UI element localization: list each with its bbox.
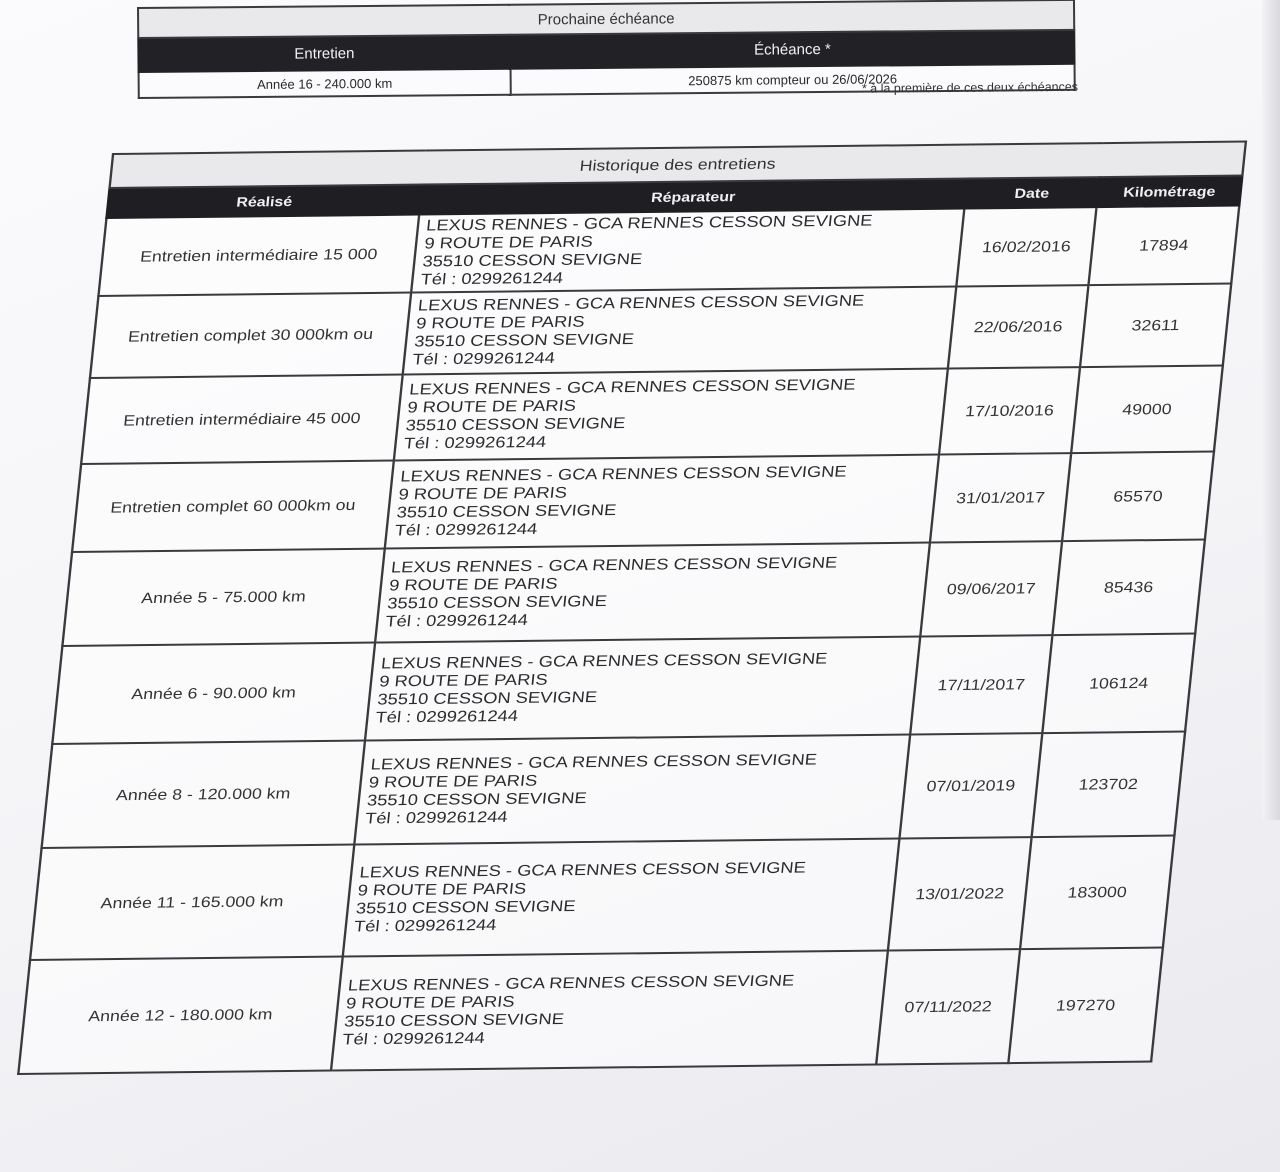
garage-phone: Tél : 0299261244 (374, 707, 519, 727)
garage-address: 9 ROUTE DE PARIS (388, 575, 559, 595)
garage-city: 35510 CESSON SEVIGNE (386, 593, 608, 613)
garage-name: LEXUS RENNES - GCA RENNES CESSON SEVIGNE (358, 859, 807, 882)
row-service: Entretien complet 60 000km ou (72, 461, 394, 552)
garage-city: 35510 CESSON SEVIGNE (404, 415, 627, 435)
table-row (18, 948, 1163, 1074)
row-mileage: 85436 (1052, 540, 1204, 636)
garage-address: 9 ROUTE DE PARIS (368, 772, 539, 792)
garage-name: LEXUS RENNES - GCA RENNES CESSON SEVIGNE (417, 292, 866, 315)
row-mileage: 106124 (1042, 634, 1195, 734)
garage-name: LEXUS RENNES - GCA RENNES CESSON SEVIGNE (369, 751, 818, 774)
garage-city: 35510 CESSON SEVIGNE (421, 251, 644, 271)
table-row (81, 366, 1223, 464)
garage-phone: Tél : 0299261244 (364, 808, 509, 828)
row-service: Année 11 - 165.000 km (30, 845, 354, 960)
row-garage (365, 637, 920, 741)
row-date: 22/06/2016 (948, 285, 1089, 368)
row-mileage: 123702 (1032, 732, 1185, 838)
garage-name: LEXUS RENNES - GCA RENNES CESSON SEVIGNE (399, 463, 848, 486)
history-section (17, 140, 1247, 1075)
garage-city: 35510 CESSON SEVIGNE (366, 790, 588, 810)
table-row (52, 634, 1195, 744)
row-garage (385, 455, 939, 549)
table-row (42, 732, 1186, 848)
row-service: Entretien intermédiaire 15 000 (98, 215, 419, 296)
garage-address: 9 ROUTE DE PARIS (397, 484, 568, 504)
next-due-service: Année 16 - 240.000 km (139, 69, 511, 98)
garage-city: 35510 CESSON SEVIGNE (395, 502, 618, 522)
row-date: 17/11/2017 (910, 635, 1052, 734)
row-service: Année 8 - 120.000 km (42, 741, 365, 848)
garage-name: LEXUS RENNES - GCA RENNES CESSON SEVIGNE (425, 212, 874, 235)
table-row (90, 284, 1231, 378)
row-mileage: 17894 (1088, 206, 1239, 286)
row-garage (403, 287, 957, 375)
row-service: Entretien complet 30 000km ou (90, 293, 411, 378)
garage-address: 9 ROUTE DE PARIS (415, 313, 586, 333)
garage-phone: Tél : 0299261244 (411, 349, 556, 369)
garage-name: LEXUS RENNES - GCA RENNES CESSON SEVIGNE (408, 376, 857, 399)
row-service: Année 6 - 90.000 km (52, 643, 375, 744)
garage-city: 35510 CESSON SEVIGNE (376, 689, 598, 709)
row-date: 17/10/2016 (939, 367, 1080, 454)
row-date: 13/01/2022 (888, 837, 1032, 950)
garage-address: 9 ROUTE DE PARIS (423, 233, 594, 253)
next-due-date: 250875 km compteur ou 26/06/2026 (511, 64, 1075, 95)
garage-city: 35510 CESSON SEVIGNE (355, 898, 577, 918)
row-mileage: 32611 (1080, 284, 1231, 368)
garage-address: 9 ROUTE DE PARIS (345, 993, 516, 1013)
garage-phone: Tél : 0299261244 (384, 611, 529, 631)
row-mileage: 183000 (1020, 836, 1174, 950)
garage-address: 9 ROUTE DE PARIS (406, 397, 577, 417)
next-due-col-service: Entretien (138, 35, 510, 72)
row-garage (375, 543, 930, 643)
table-row (72, 452, 1214, 552)
table-row (30, 836, 1174, 960)
row-date: 31/01/2017 (930, 453, 1071, 542)
table-row (98, 206, 1239, 296)
row-date: 07/11/2022 (876, 949, 1020, 1064)
next-due-title: Prochaine échéance (138, 0, 1074, 38)
row-mileage: 49000 (1071, 366, 1223, 454)
history-title: Historique des entretiens (110, 142, 1246, 188)
row-date: 16/02/2016 (956, 207, 1096, 286)
garage-name: LEXUS RENNES - GCA RENNES CESSON SEVIGNE (390, 554, 839, 577)
garage-city: 35510 CESSON SEVIGNE (413, 331, 635, 351)
next-due-footnote: * à la première de ces deux échéances (861, 79, 1079, 96)
row-service: Entretien intermédiaire 45 000 (81, 375, 403, 464)
garage-address: 9 ROUTE DE PARIS (378, 671, 549, 691)
garage-name: LEXUS RENNES - GCA RENNES CESSON SEVIGNE (380, 650, 829, 673)
row-garage (343, 839, 900, 957)
row-garage (394, 369, 948, 461)
history-col-garage: Réparateur (419, 179, 967, 215)
garage-phone: Tél : 0299261244 (419, 269, 564, 289)
history-col-done: Réalisé (106, 185, 422, 218)
row-garage (354, 735, 910, 845)
history-col-mileage: Kilométrage (1097, 176, 1243, 208)
garage-phone: Tél : 0299261244 (341, 1029, 486, 1049)
history-table (17, 140, 1247, 1075)
row-garage (411, 209, 964, 293)
garage-name: LEXUS RENNES - GCA RENNES CESSON SEVIGNE (347, 972, 796, 995)
garage-address: 9 ROUTE DE PARIS (356, 880, 528, 900)
history-col-date: Date (964, 177, 1099, 208)
row-service: Année 12 - 180.000 km (18, 957, 342, 1074)
table-row (62, 540, 1204, 646)
next-due-col-due: Échéance * (510, 30, 1074, 69)
row-mileage: 65570 (1062, 452, 1214, 542)
row-service: Année 5 - 75.000 km (62, 549, 384, 646)
row-mileage: 197270 (1008, 948, 1163, 1064)
garage-phone: Tél : 0299261244 (353, 916, 498, 936)
row-date: 07/01/2019 (899, 733, 1042, 838)
garage-phone: Tél : 0299261244 (393, 520, 539, 540)
row-date: 09/06/2017 (920, 541, 1062, 636)
paper-edge (1262, 0, 1280, 820)
garage-phone: Tél : 0299261244 (402, 433, 548, 453)
garage-city: 35510 CESSON SEVIGNE (343, 1011, 565, 1031)
row-garage (331, 951, 888, 1071)
